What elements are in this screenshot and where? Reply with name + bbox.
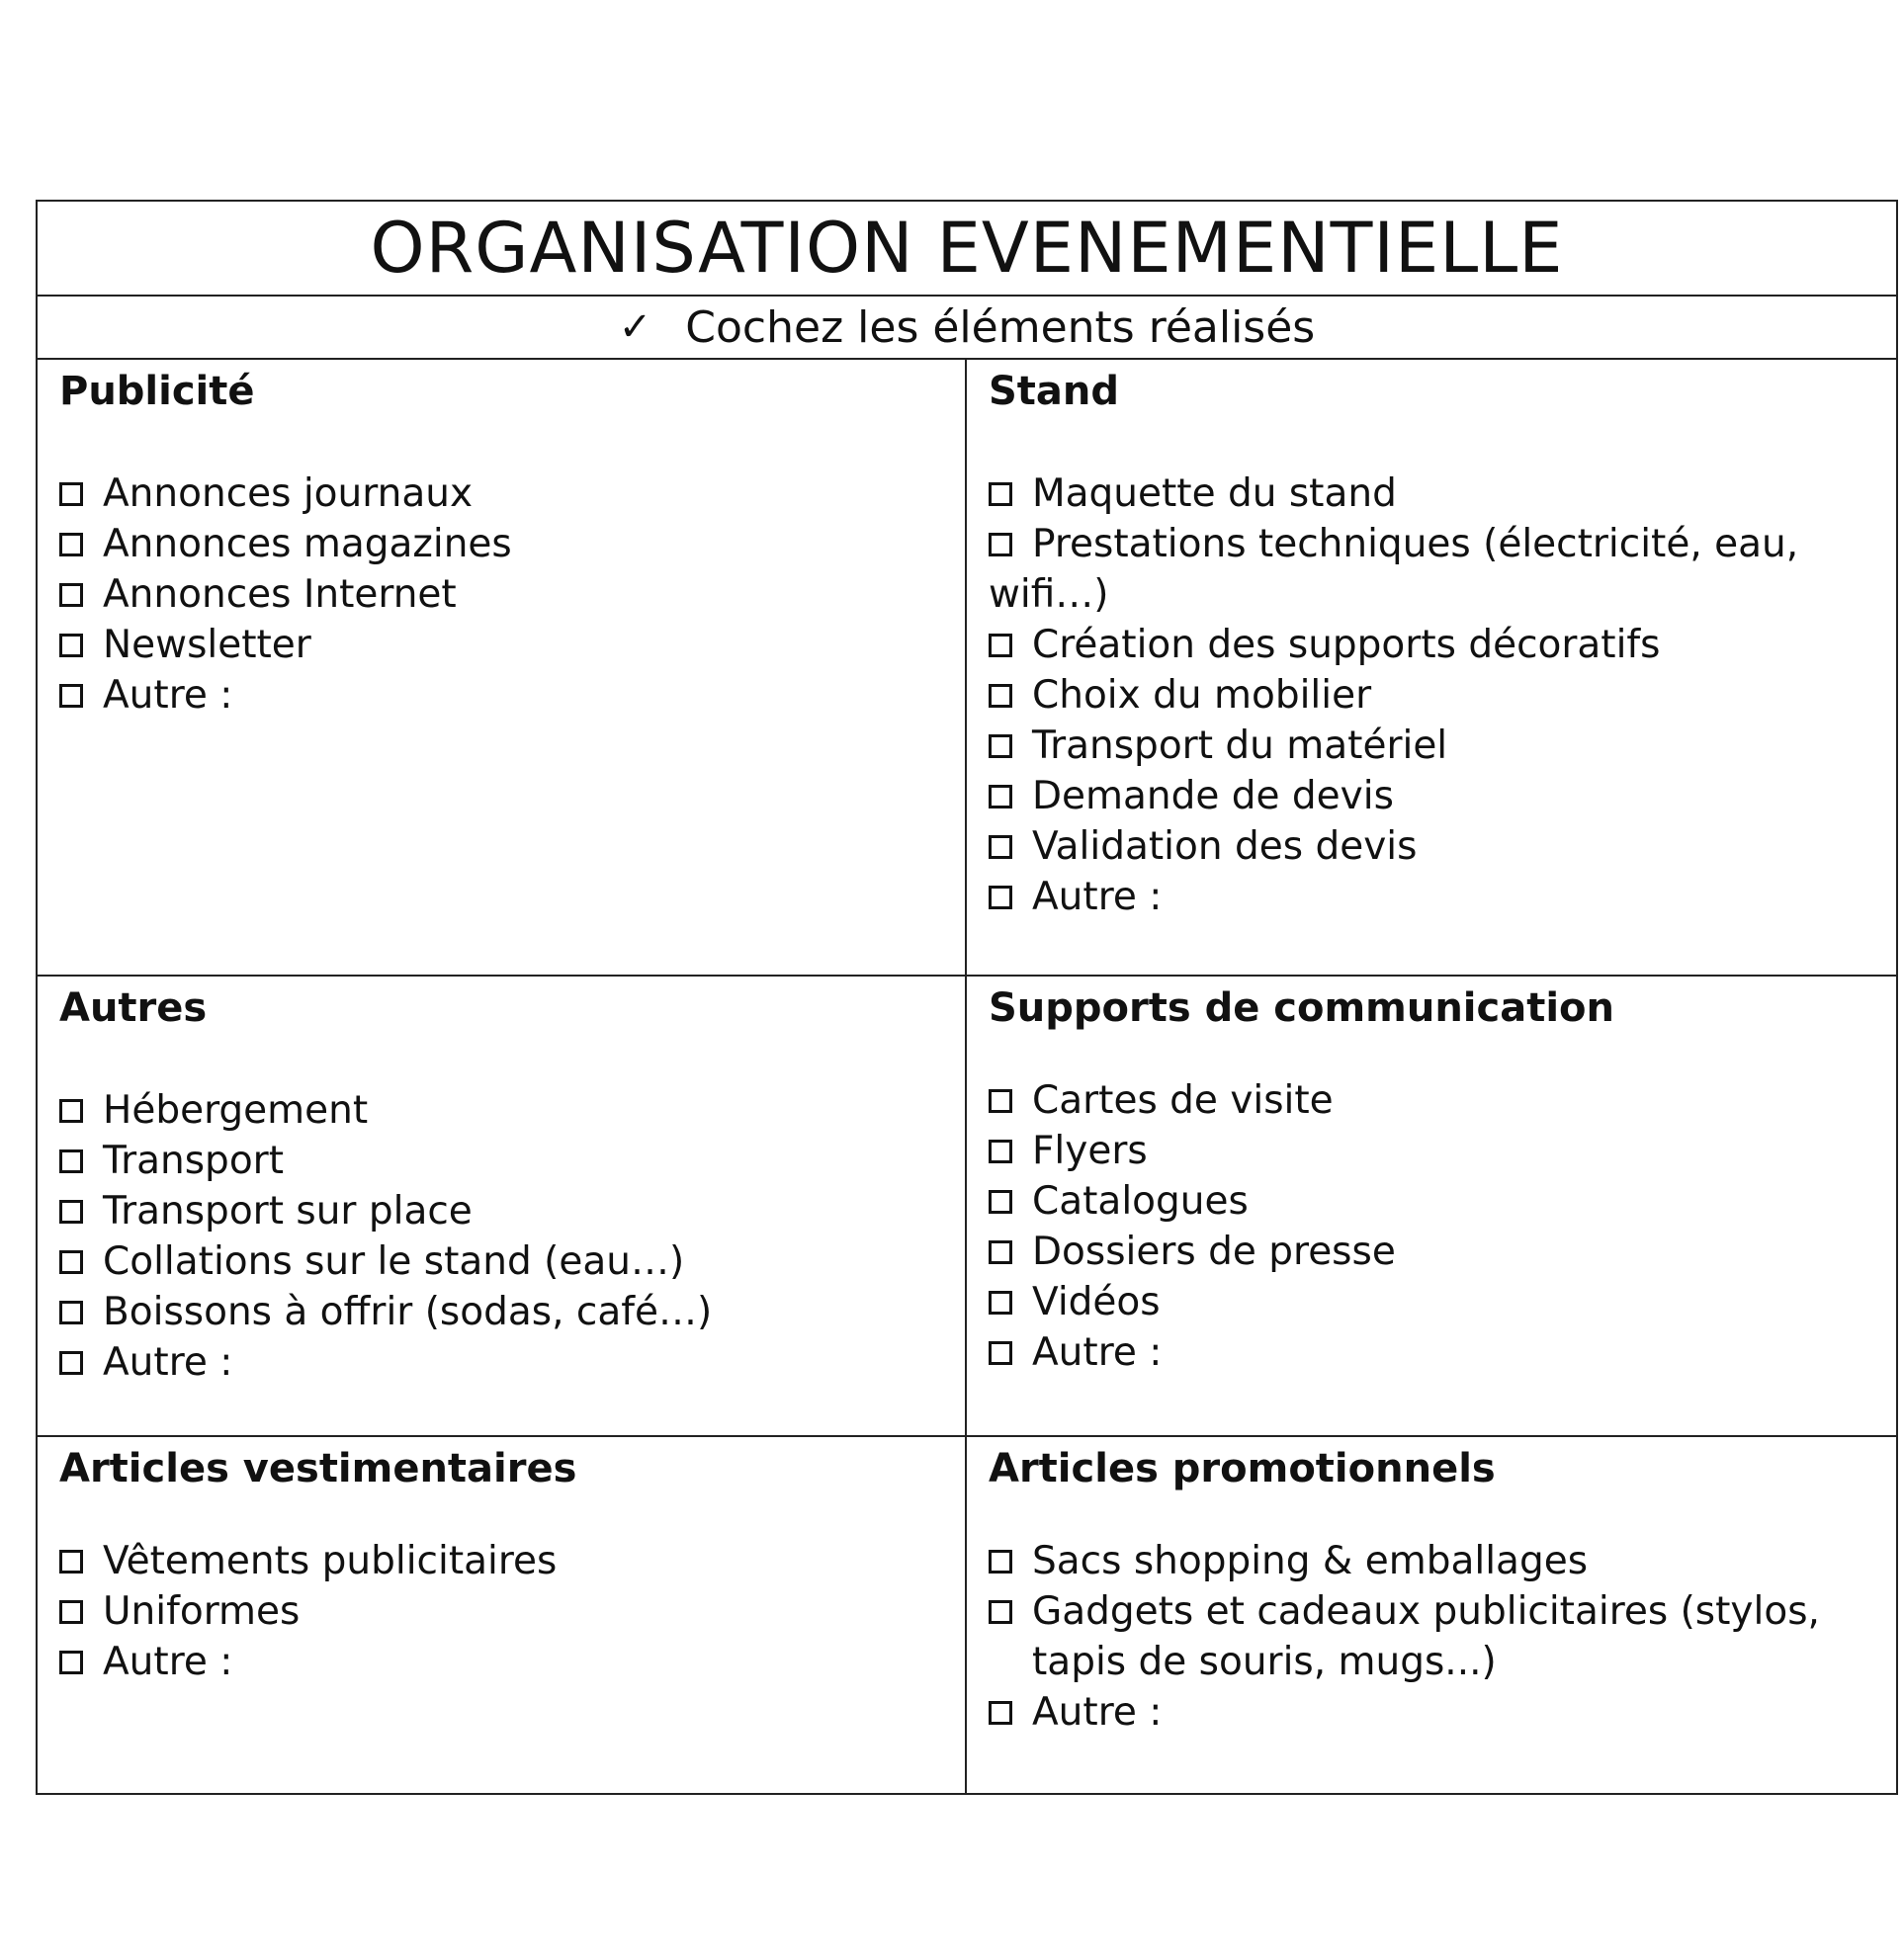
checkbox-icon[interactable] (989, 785, 1012, 808)
checklist (989, 1536, 1896, 1738)
checklist (989, 1075, 1896, 1378)
checklist-item[interactable]: Autre : (59, 1637, 965, 1687)
checklist-item[interactable]: Boissons à offrir (sodas, café…) (59, 1287, 965, 1337)
checklist-item[interactable]: Création des supports décoratifs (989, 620, 1896, 670)
checklist-item[interactable]: Autre : (59, 670, 965, 721)
checklist-item[interactable]: Dossiers de presse (989, 1227, 1896, 1277)
instruction-row (38, 297, 1896, 360)
checklist (989, 468, 1896, 922)
section-title: Stand (989, 369, 1120, 414)
section-title: Autres (59, 985, 208, 1031)
checkbox-icon[interactable] (59, 1149, 83, 1173)
section-stand (967, 360, 1896, 975)
checklist (59, 468, 965, 721)
checkbox-icon[interactable] (59, 1550, 83, 1574)
checklist-item[interactable]: Sacs shopping & emballages (989, 1536, 1896, 1586)
checklist-item[interactable]: Annonces Internet (59, 569, 965, 620)
checklist-item[interactable]: Uniformes (59, 1586, 965, 1637)
table-row (38, 360, 1896, 977)
checklist-item[interactable]: Cartes de visite (989, 1075, 1896, 1126)
checkbox-icon[interactable] (989, 1600, 1012, 1624)
checklist-item[interactable]: Transport (59, 1136, 965, 1186)
checkbox-icon[interactable] (989, 1240, 1012, 1264)
checklist-item[interactable]: Vidéos (989, 1277, 1896, 1327)
checklist-item[interactable]: Demande de devis (989, 771, 1896, 821)
instruction-text: Cochez les éléments réalisés (685, 301, 1316, 353)
checklist (59, 1085, 965, 1388)
checklist-item[interactable]: Annonces journaux (59, 468, 965, 519)
checkbox-icon[interactable] (59, 533, 83, 556)
checklist-item[interactable]: Flyers (989, 1126, 1896, 1176)
section-articles-vestimentaires (38, 1437, 967, 1793)
checkbox-icon[interactable] (59, 1600, 83, 1624)
section-title: Publicité (59, 369, 255, 414)
checkmark-icon: ✓ (618, 304, 652, 350)
checkbox-icon[interactable] (59, 482, 83, 506)
section-autres (38, 977, 967, 1435)
checkbox-icon[interactable] (59, 1301, 83, 1324)
checklist-item[interactable]: Vêtements publicitaires (59, 1536, 965, 1586)
checkbox-icon[interactable] (989, 1089, 1012, 1113)
checklist-item[interactable]: Catalogues (989, 1176, 1896, 1227)
checklist-item[interactable]: Gadgets et cadeaux publicitaires (stylos, tapis de souris, mugs...) (989, 1586, 1896, 1687)
checklist-item[interactable]: Newsletter (59, 620, 965, 670)
checkbox-icon[interactable] (989, 1140, 1012, 1163)
checkbox-icon[interactable] (59, 583, 83, 607)
checkbox-icon[interactable] (989, 533, 1012, 556)
section-articles-promotionnels (967, 1437, 1896, 1793)
checkbox-icon[interactable] (59, 1099, 83, 1123)
checkbox-icon[interactable] (989, 1550, 1012, 1574)
table-row (38, 1437, 1896, 1793)
checkbox-icon[interactable] (989, 835, 1012, 859)
checkbox-icon[interactable] (59, 1351, 83, 1375)
checklist-item[interactable]: Autre : (59, 1337, 965, 1388)
checkbox-icon[interactable] (59, 1200, 83, 1224)
checklist-item[interactable]: Autre : (989, 1687, 1896, 1738)
checkbox-icon[interactable] (989, 684, 1012, 708)
section-supports-communication (967, 977, 1896, 1435)
checklist-item[interactable]: Choix du mobilier (989, 670, 1896, 721)
checklist-item[interactable]: Validation des devis (989, 821, 1896, 872)
checkbox-icon[interactable] (989, 734, 1012, 758)
checklist-item[interactable]: Maquette du stand (989, 468, 1896, 519)
checklist-item[interactable]: Hébergement (59, 1085, 965, 1136)
section-publicite (38, 360, 967, 975)
checkbox-icon[interactable] (59, 684, 83, 708)
section-title: Articles promotionnels (989, 1446, 1496, 1491)
checkbox-icon[interactable] (989, 886, 1012, 909)
checklist-table (36, 200, 1898, 1795)
checkbox-icon[interactable] (59, 634, 83, 657)
checklist-item[interactable]: Autre : (989, 1327, 1896, 1378)
checkbox-icon[interactable] (989, 1701, 1012, 1725)
checkbox-icon[interactable] (989, 634, 1012, 657)
checklist-item[interactable]: Transport du matériel (989, 721, 1896, 771)
checklist-item[interactable]: Transport sur place (59, 1186, 965, 1236)
checkbox-icon[interactable] (59, 1651, 83, 1674)
checkbox-icon[interactable] (989, 1341, 1012, 1365)
table-row (38, 977, 1896, 1437)
section-title: Articles vestimentaires (59, 1446, 577, 1491)
checkbox-icon[interactable] (989, 1190, 1012, 1214)
checkbox-icon[interactable] (989, 482, 1012, 506)
checklist (59, 1536, 965, 1687)
checklist-item[interactable]: Autre : (989, 872, 1896, 922)
checkbox-icon[interactable] (59, 1250, 83, 1274)
checklist-item[interactable]: Prestations techniques (électricité, eau, wifi…) (989, 522, 1799, 617)
section-title: Supports de communication (989, 985, 1615, 1031)
checklist-item[interactable]: Annonces magazines (59, 519, 965, 569)
checklist-item[interactable]: Collations sur le stand (eau…) (59, 1236, 965, 1287)
checkbox-icon[interactable] (989, 1291, 1012, 1315)
page-title: ORGANISATION EVENEMENTIELLE (38, 202, 1896, 297)
